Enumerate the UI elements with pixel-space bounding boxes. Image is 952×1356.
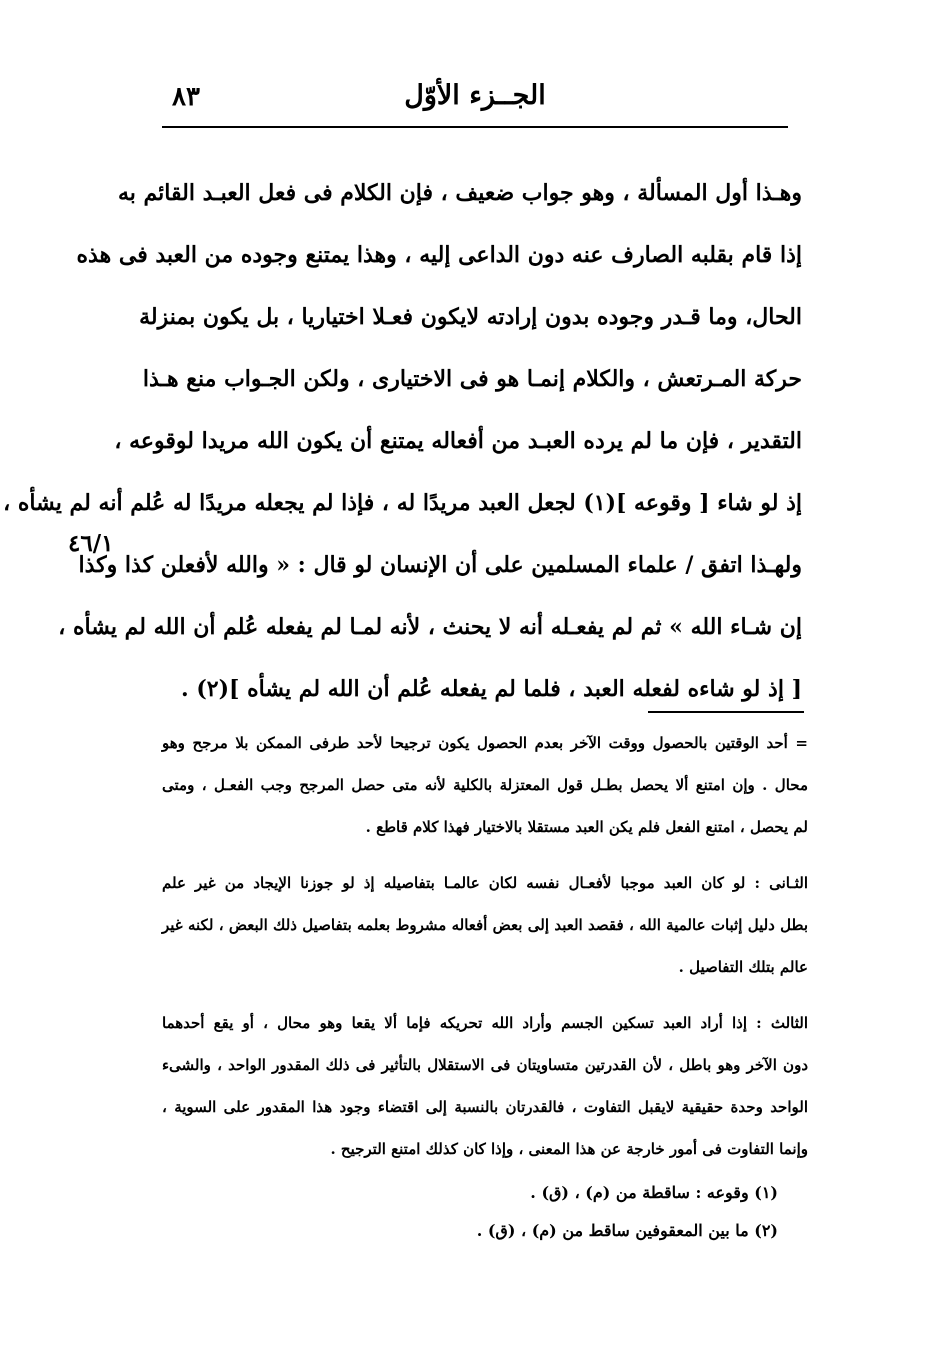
note-line: الثالث : إذا أراد العبد تسكين الجسم وأراد الله تحريكه فإما ألا يقعا وهو محال ، أو يقع أحدهما <box>162 1014 808 1032</box>
body-line: وهـذا أول المسألة ، وهو جواب ضعيف ، فإن الكلام فى فعل العبـد القائم به <box>117 180 802 206</box>
page-header <box>162 74 788 128</box>
body-line: الحال، وما قـدر وجوده بدون إرادته لايكون فعـلا اختياريا ، بل يكون بمنزلة <box>139 304 802 330</box>
footnote-divider <box>648 711 804 713</box>
note-line: وإنما التفاوت فى أمور خارجة عن هذا المعنى ، وإذا كان كذلك امتنع الترجيح . <box>330 1140 808 1158</box>
note-line: عالم بتلك التفاصيل . <box>678 958 808 976</box>
note-line: الثـانى : لو كان العبد موجبا لأفعـال نفسه لكان عالمـا بتفاصيله إذ لو جوزنا الإيجاد من غير علم <box>162 874 808 892</box>
body-line: ولهـذا اتفق / علماء المسلمين على أن الإنسان لو قال : « والله لأفعلن كذا وكذا <box>78 552 802 578</box>
margin-reference: ٤٦/١ <box>68 530 114 557</box>
note-paragraph <box>162 1002 808 1170</box>
footnote-item: (٢) ما بين المعقوفين ساقط من (م) ، (ق) . <box>476 1221 778 1240</box>
body-line: إذ لو شاء [ وقوعه ](١) لجعل العبد مريدًا له ، فإذا لم يجعله مريدًا له عُلم أنه لم يشأه ، <box>3 490 802 516</box>
note-line: لم يحصل ، امتنع الفعل فلم يكن العبد مستقلا بالاختيار فهذا كلام قاطع . <box>365 818 808 836</box>
note-line: الواحد وحدة حقيقية لايقبل التفاوت ، فالقدرتان بالنسبة إلى اقتضاء وجود هذا المقدور على السوية ، <box>162 1098 808 1116</box>
header-divider <box>162 126 788 128</box>
body-line: إذا قام بقلبه الصارف عنه دون الداعى إليه ، وهذا يمتنع وجوده من العبد فى هذه <box>76 242 802 268</box>
footnotes <box>162 1174 808 1250</box>
continued-notes <box>162 722 808 1184</box>
body-line: التقدير ، فإن ما لم يرده العبـد من أفعاله يمتنع أن يكون الله مريدا لوقوعه ، <box>114 428 802 454</box>
note-paragraph <box>162 862 808 988</box>
page-header-title: الجــزء الأوّل <box>404 80 546 111</box>
body-line: حركة المـرتعش ، والكلام إنمـا هو فى الاختيارى ، ولكن الجـواب منع هـذا <box>142 366 802 392</box>
note-line: دون الآخر وهو باطل ، لأن القدرتين متساويتان فى الاستقلال بالتأثير فى ذلك المقدور الواحد ، والشىء <box>162 1056 808 1074</box>
body-line: [ إذ لو شاءه لفعله العبد ، فلما لم يفعله عُلم أن الله لم يشأه ](٢) . <box>181 676 802 702</box>
note-line: = أحد الوقتين بالحصول ووقت الآخر بعدم الحصول يكون ترجيحا لأحد طرفى الممكن بلا مرجح وهو <box>162 734 808 752</box>
page-number: ٨٣ <box>172 82 200 112</box>
body-line: إن شـاء الله » ثم لم يفعـله أنه لا يحنث ، لأنه لمـا لم يفعله عُلم أن الله لم يشأه ، <box>58 614 802 640</box>
note-line: محال . وإن امتنع ألا يحصل بطـل قول المعتزلة بالكلية لأنه متى حصل المرجح وجب الفعـل ، ومتى <box>162 776 808 794</box>
note-line: بطل دليل إثبات عالمية الله ، فقصد العبد إلى بعض أفعاله مشروط بعلمه بتفاصيل ذلك البعض ، لكنه غير <box>162 916 808 934</box>
footnote-item: (١) وقوعه : ساقطة من (م) ، (ق) . <box>530 1183 778 1202</box>
note-paragraph <box>162 722 808 848</box>
